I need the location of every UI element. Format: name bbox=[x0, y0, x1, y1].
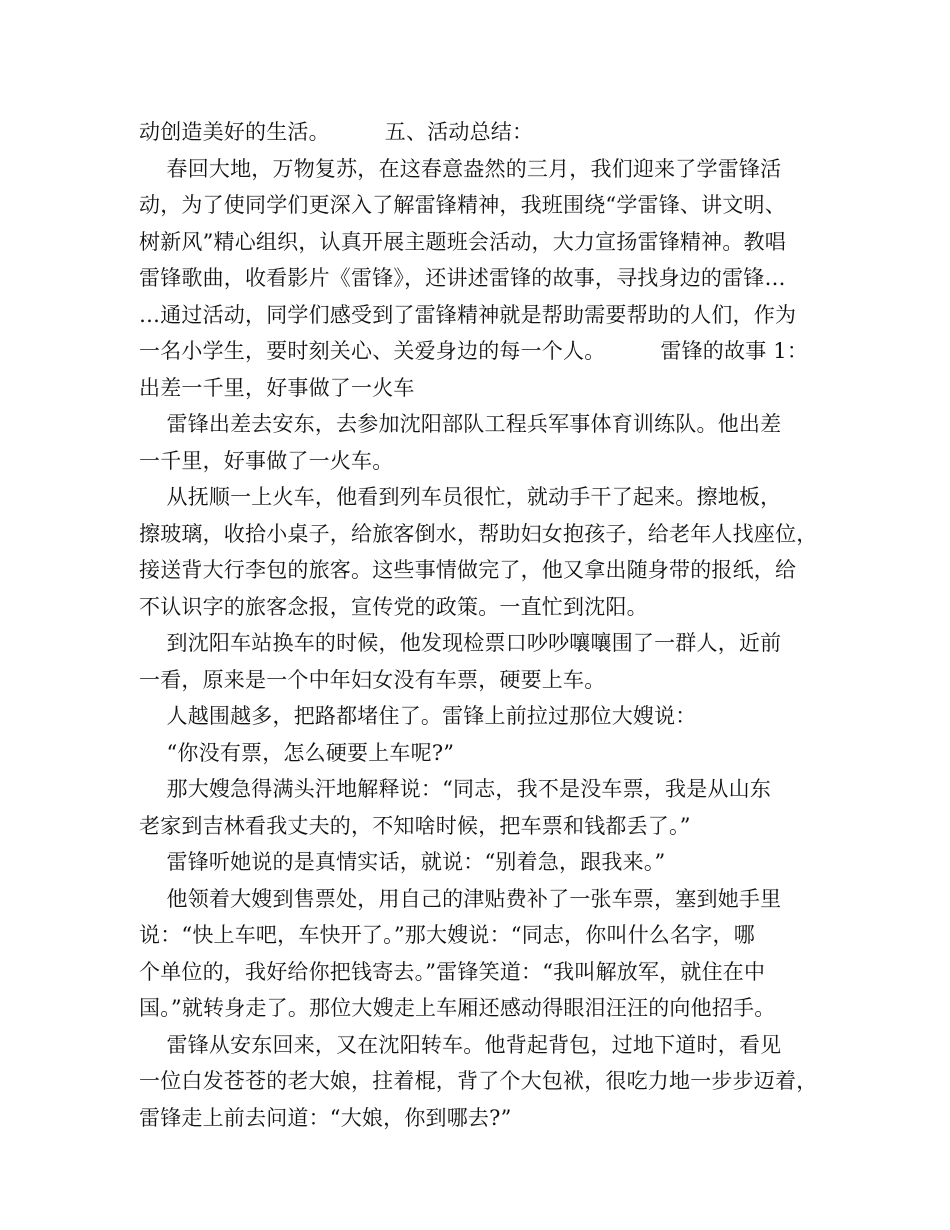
text-line: 雷锋听她说的是真情实话，就说：“别着急，跟我来。” bbox=[139, 850, 666, 874]
text-line: 老家到吉林看我丈夫的，不知啥时候，把车票和钱都丢了。” bbox=[139, 813, 691, 838]
text-line: 雷锋走上前去问道：“大娘，你到哪去?” bbox=[139, 1105, 512, 1130]
text-line: “你没有票，怎么硬要上车呢?” bbox=[139, 740, 455, 765]
text-line: 那大嫂急得满头汗地解释说：“同志，我不是没车票，我是从山东 bbox=[139, 777, 772, 801]
text-line: 不认识字的旅客念报，宣传党的政策。一直忙到沈阳。 bbox=[139, 594, 648, 619]
text-line: 雷锋出差去安东，去参加沈阳部队工程兵军事体育训练队。他出差 bbox=[139, 412, 782, 436]
text-line: 动创造美好的生活。 五、活动总结： bbox=[139, 120, 534, 144]
text-line: 接送背大行李包的旅客。这些事情做完了，他又拿出随身带的报纸，给 bbox=[139, 558, 797, 582]
text-line: 树新风”精心组织，认真开展主题班会活动，大力宣扬雷锋精神。教唱 bbox=[139, 229, 786, 254]
text-line: 一位白发苍苍的老大娘，拄着棍，背了个大包袱，很吃力地一步步迈着， bbox=[139, 1069, 818, 1093]
text-line: 个单位的，我好给你把钱寄去。”雷锋笑道：“我叫解放军，就住在中 bbox=[139, 959, 766, 984]
text-line: 出差一千里，好事做了一火车 bbox=[139, 375, 415, 400]
text-line: 人越围越多，把路都堵住了。雷锋上前拉过那位大嫂说： bbox=[139, 704, 697, 728]
text-line: 春回大地，万物复苏，在这春意盎然的三月，我们迎来了学雷锋活 bbox=[139, 156, 782, 181]
text-line: 说：“快上车吧，车快开了。”那大嫂说：“同志，你叫什么名字，哪 bbox=[139, 923, 755, 947]
text-line: …通过活动，同学们感受到了雷锋精神就是帮助需要帮助的人们，作为 bbox=[139, 302, 797, 327]
text-line: 雷锋从安东回来，又在沈阳转车。他背起背包，过地下道时，看见 bbox=[139, 1032, 782, 1057]
text-line: 擦玻璃，收拾小桌子，给旅客倒水，帮助妇女抱孩子，给老年人找座位， bbox=[139, 521, 818, 546]
text-line: 动，为了使同学们更深入了解雷锋精神，我班围绕“学雷锋、讲文明、 bbox=[139, 193, 786, 217]
text-line: 到沈阳车站换车的时候，他发现检票口吵吵嚷嚷围了一群人，近前 bbox=[139, 631, 782, 655]
text-line: 一千里，好事做了一火车。 bbox=[139, 448, 394, 473]
text-line: 国。”就转身走了。那位大嫂走上车厢还感动得眼泪汪汪的向他招手。 bbox=[139, 996, 776, 1020]
text-line: 从抚顺一上火车，他看到列车员很忙，就动手干了起来。擦地板， bbox=[139, 485, 782, 509]
body-text bbox=[139, 114, 829, 1136]
text-line: 他领着大嫂到售票处，用自己的津贴费补了一张车票，塞到她手里 bbox=[139, 886, 782, 911]
text-line: 一名小学生，要时刻关心、关爱身边的每一个人。 雷锋的故事 1： bbox=[139, 339, 809, 363]
text-line: 雷锋歌曲，收看影片《雷锋》，还讲述雷锋的故事，寻找身边的雷锋… bbox=[139, 266, 786, 290]
text-line: 一看，原来是一个中年妇女没有车票，硬要上车。 bbox=[139, 667, 606, 692]
